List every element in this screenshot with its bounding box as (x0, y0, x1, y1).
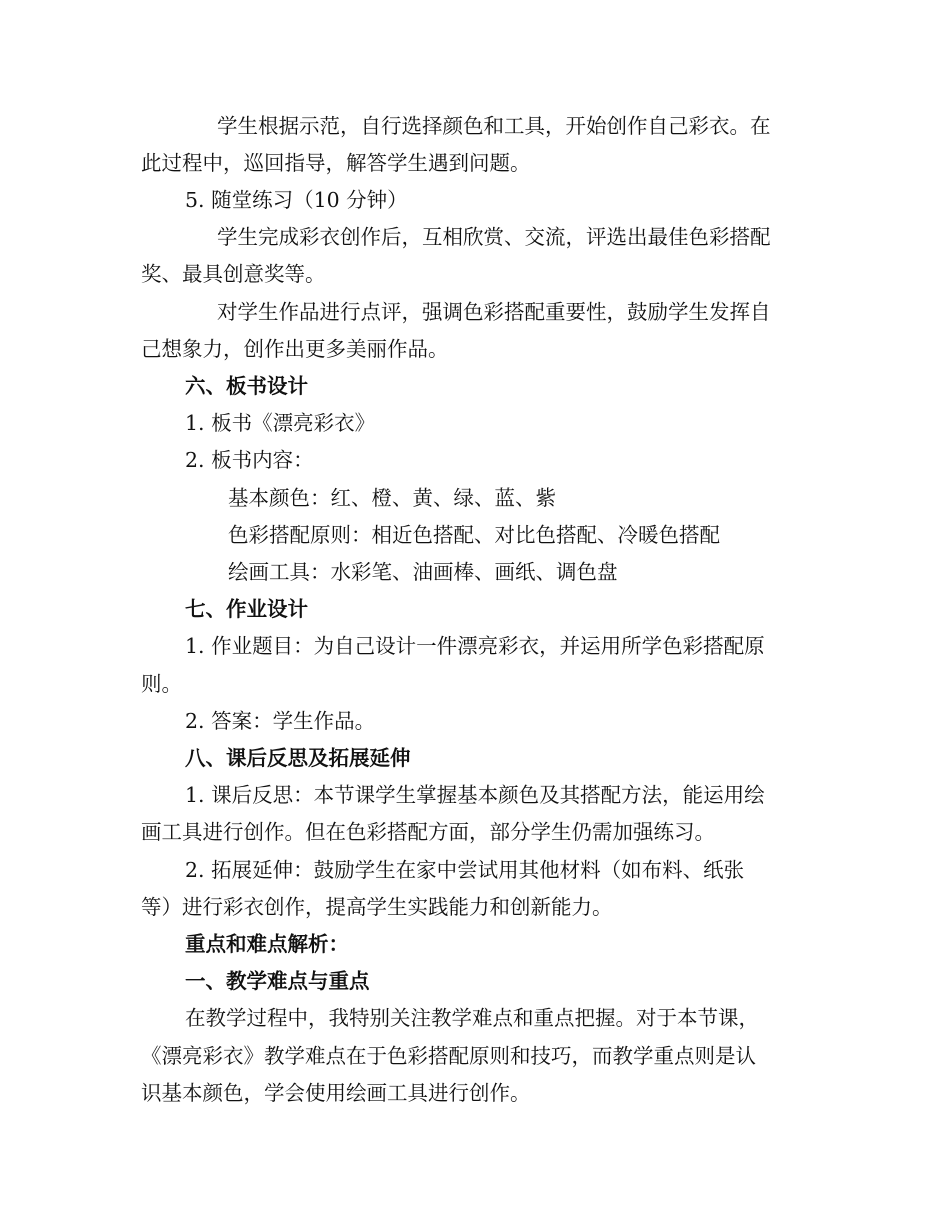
list-item: 1. 板书《漂亮彩衣》 (185, 411, 376, 435)
paragraph-line: 学生完成彩衣创作后，互相欣赏、交流，评选出最佳色彩搭配 (217, 225, 771, 249)
list-item: 2. 板书内容： (185, 448, 314, 472)
paragraph-line: 奖、最具创意奖等。 (141, 262, 326, 286)
section-heading: 七、作业设计 (185, 597, 308, 621)
list-item: 5. 随堂练习（10 分钟） (185, 188, 408, 212)
paragraph-line: 学生根据示范，自行选择颜色和工具，开始创作自己彩衣。在 (217, 114, 771, 138)
section-heading: 八、课后反思及拓展延伸 (185, 746, 411, 770)
paragraph-line: 己想象力，创作出更多美丽作品。 (141, 337, 449, 361)
paragraph-line: 在教学过程中，我特别关注教学难点和重点把握。对于本节课， (185, 1006, 759, 1030)
board-content-line: 基本颜色：红、橙、黄、绿、蓝、紫 (228, 486, 556, 510)
paragraph-line: 识基本颜色，学会使用绘画工具进行创作。 (141, 1081, 531, 1105)
paragraph-line: 画工具进行创作。但在色彩搭配方面，部分学生仍需加强练习。 (141, 820, 715, 844)
paragraph-line: 等）进行彩衣创作，提高学生实践能力和创新能力。 (141, 895, 613, 919)
paragraph-line: 则。 (141, 672, 182, 696)
paragraph-line: 此过程中，巡回指导，解答学生遇到问题。 (141, 151, 531, 175)
list-item: 1. 课后反思：本节课学生掌握基本颜色及其搭配方法，能运用绘 (185, 783, 765, 807)
section-heading: 六、板书设计 (185, 374, 308, 398)
board-content-line: 色彩搭配原则：相近色搭配、对比色搭配、冷暖色搭配 (228, 523, 720, 547)
section-heading: 一、教学难点与重点 (185, 969, 370, 993)
section-heading: 重点和难点解析： (185, 932, 349, 956)
board-content-line: 绘画工具：水彩笔、油画棒、画纸、调色盘 (228, 560, 618, 584)
list-item: 1. 作业题目：为自己设计一件漂亮彩衣，并运用所学色彩搭配原 (185, 634, 765, 658)
paragraph-line: 《漂亮彩衣》教学难点在于色彩搭配原则和技巧，而教学重点则是认 (141, 1044, 756, 1068)
paragraph-line: 对学生作品进行点评，强调色彩搭配重要性，鼓励学生发挥自 (217, 300, 771, 324)
list-item: 2. 答案：学生作品。 (185, 709, 376, 733)
list-item: 2. 拓展延伸：鼓励学生在家中尝试用其他材料（如布料、纸张 (185, 858, 745, 882)
